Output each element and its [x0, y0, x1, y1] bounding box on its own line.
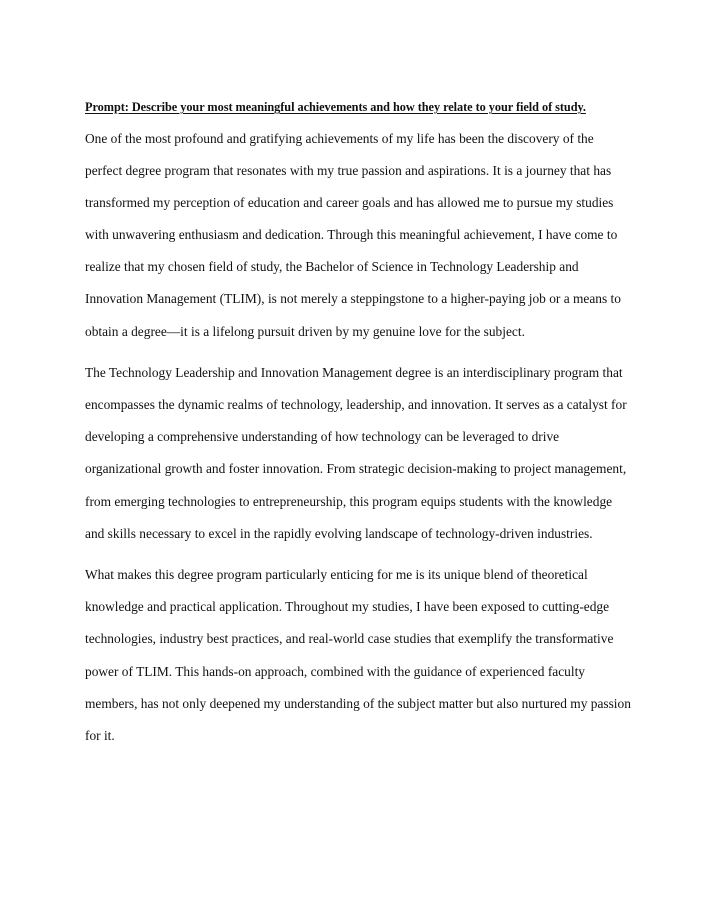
- paragraph-3: What makes this degree program particularly enticing for me is its unique blend of theoretical knowledge and practical application. Throughout my studies, I have been exposed to cutting-edge technologies, industry best practices, and real-world case studies that exemplify the transformative power of TLIM. This hands-on approach, combined with the guidance of experienced faculty members, has not only deepened my understanding of the subject matter but also nurtured my passion for it.: [85, 567, 631, 743]
- paragraph-1: One of the most profound and gratifying achievements of my life has been the discovery of the perfect degree program that resonates with my true passion and aspirations. It is a journey that has transformed my perception of education and career goals and has allowed me to pursue my studies with unwavering enthusiasm and dedication. Through this meaningful achievement, I have come to realize that my chosen field of study, the Bachelor of Science in Technology Leadership and Innovation Management (TLIM), is not merely a steppingstone to a higher-paying job or a means to obtain a degree—it is a lifelong pursuit driven by my genuine love for the subject.: [85, 131, 621, 339]
- essay-prompt: [85, 97, 633, 117]
- document-body: [85, 97, 633, 761]
- prompt-text: Describe your most meaningful achievements and how they relate to your field of study.: [128, 100, 586, 114]
- prompt-label: Prompt:: [85, 100, 129, 114]
- paragraph-2: The Technology Leadership and Innovation Management degree is an interdisciplinary program that encompasses the dynamic realms of technology, leadership, and innovation. It serves as a catalyst for developing a comprehensive understanding of how technology can be leveraged to drive organizational growth and foster innovation. From strategic decision-making to project management, from emerging technologies to entrepreneurship, this program equips students with the knowledge and skills necessary to excel in the rapidly evolving landscape of technology-driven industries.: [85, 365, 627, 541]
